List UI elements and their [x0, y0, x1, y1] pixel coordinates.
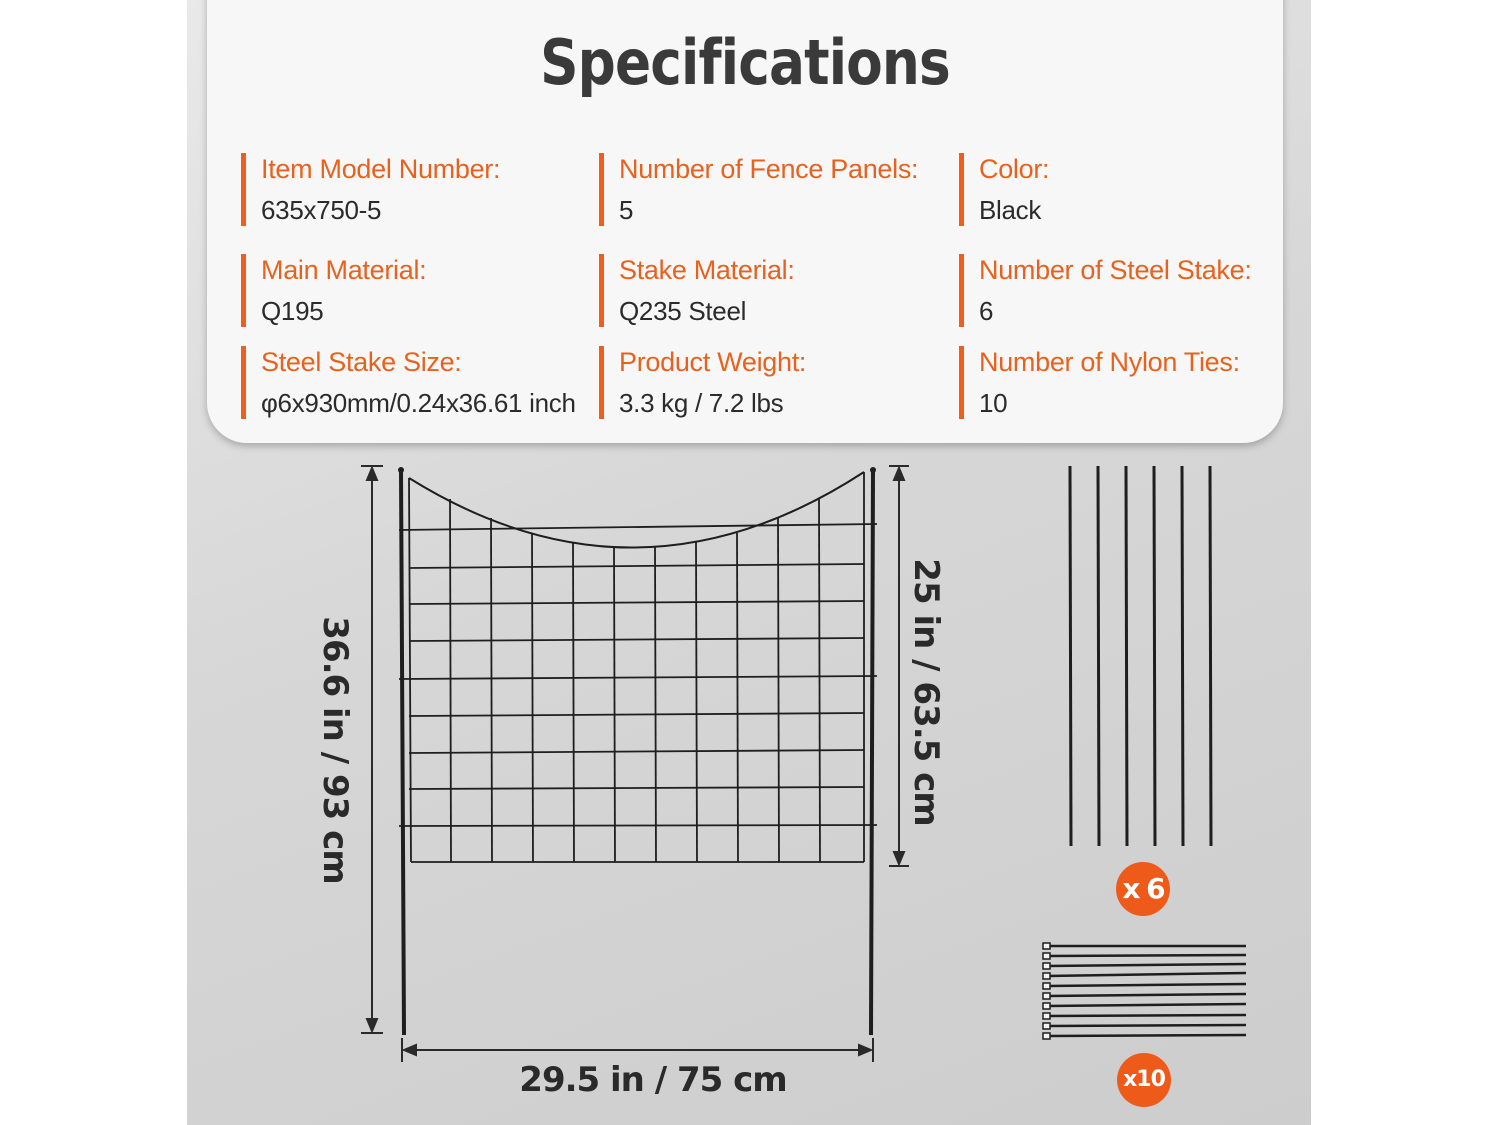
right-stake-cap — [870, 467, 876, 473]
spec-label: Stake Material: — [619, 255, 795, 285]
spec-value: Q235 Steel — [619, 296, 747, 326]
spec-value: 635x750-5 — [261, 195, 382, 225]
spec-value: φ6x930mm/0.24x36.61 inch — [261, 388, 576, 418]
ties-count-badge: x10 — [1117, 1053, 1171, 1107]
steel-stakes-accessory — [1070, 466, 1211, 846]
spec-label: Number of Nylon Ties: — [979, 347, 1240, 377]
spec-value: 6 — [979, 296, 994, 326]
spec-label: Color: — [979, 154, 1050, 184]
panel-height-label: 25 in / 63.5 cm — [906, 558, 946, 826]
fence-top-curve — [409, 472, 864, 548]
fence-horizontal-wires — [399, 524, 877, 862]
spec-value: 3.3 kg / 7.2 lbs — [619, 388, 784, 418]
spec-label: Number of Steel Stake: — [979, 255, 1252, 285]
product-spec-sheet — [187, 0, 1311, 1125]
spec-label: Item Model Number: — [261, 154, 501, 184]
spec-value: 5 — [619, 195, 634, 225]
left-stake — [401, 470, 404, 1035]
spec-label: Steel Stake Size: — [261, 347, 462, 377]
width-label: 29.5 in / 75 cm — [519, 1060, 787, 1100]
specifications-title: Specifications — [540, 26, 950, 99]
spec-label: Product Weight: — [619, 347, 807, 377]
total-height-label: 36.6 in / 93 cm — [315, 616, 355, 884]
spec-label: Number of Fence Panels: — [619, 154, 919, 184]
spec-value: Black — [979, 195, 1042, 225]
fence-diagram — [187, 0, 1311, 1125]
fence-panel-illustration — [398, 467, 877, 1035]
spec-value: Q195 — [261, 296, 324, 326]
left-stake-cap — [398, 467, 404, 473]
stakes-count-badge: x 6 — [1116, 862, 1170, 916]
spec-label: Main Material: — [261, 255, 427, 285]
nylon-ties-accessory — [1043, 943, 1246, 1039]
dimension-lines — [361, 466, 909, 1062]
fence-vertical-wires — [409, 472, 864, 862]
spec-value: 10 — [979, 388, 1008, 418]
right-stake — [871, 470, 873, 1035]
